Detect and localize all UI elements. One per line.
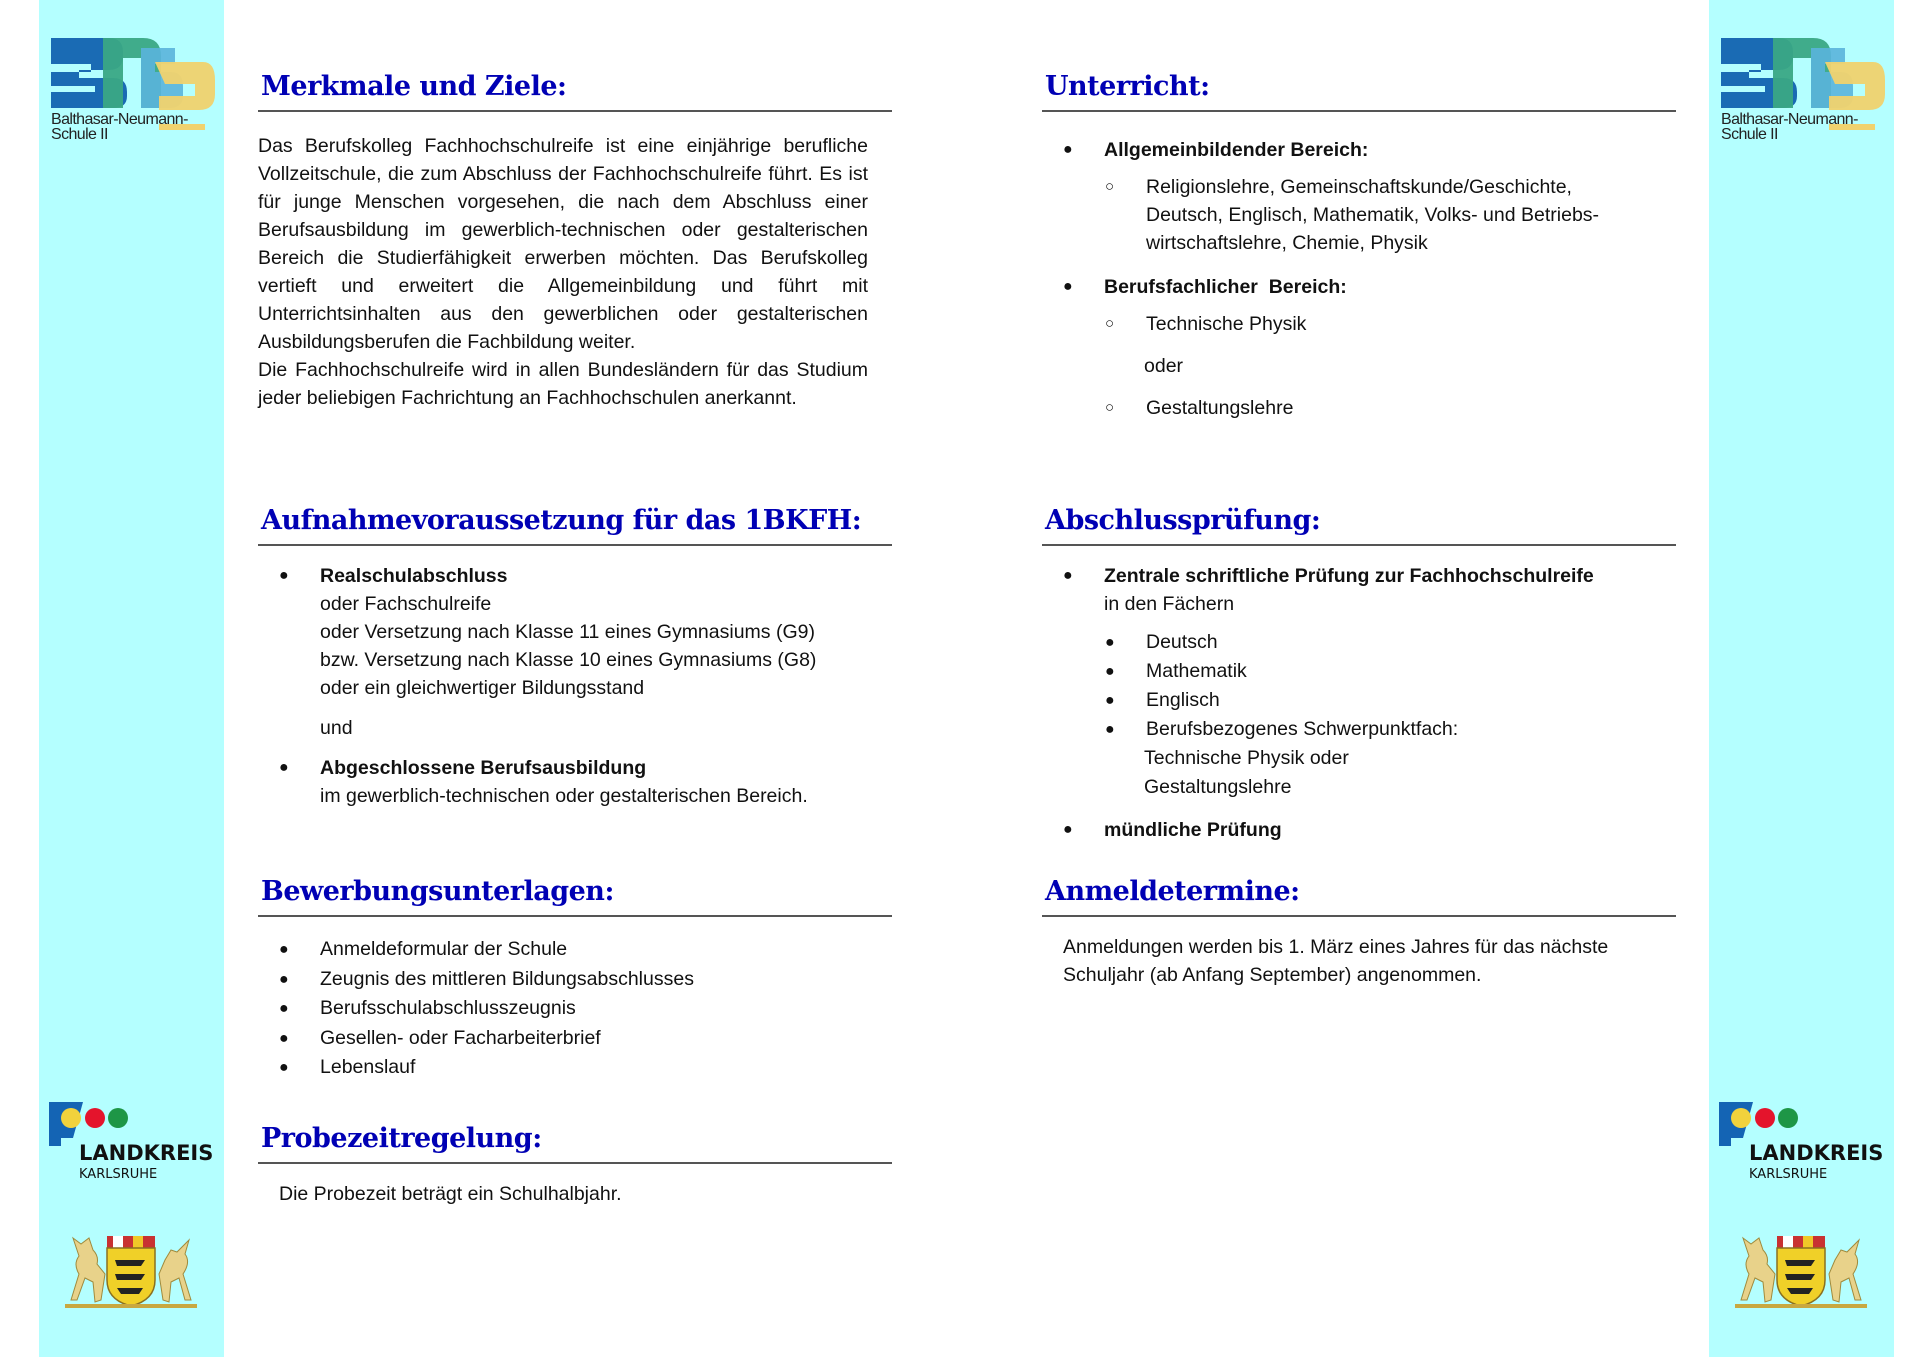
text-line: Anmeldungen werden bis 1. März eines Jahres für das nächste <box>1063 936 1609 958</box>
school-logo-icon <box>51 38 215 142</box>
section-anmelde <box>1042 875 1676 989</box>
item-line: oder Fachschulreife <box>320 593 492 615</box>
svg-text:Balthasar-Neumann-: Balthasar-Neumann- <box>51 111 188 128</box>
item-line: Technische Physik oder <box>1144 747 1349 769</box>
list-item <box>258 965 892 995</box>
sub-list-item <box>1042 715 1676 744</box>
bullet-icon: ● <box>1105 692 1115 709</box>
bullet-icon: ● <box>279 970 289 988</box>
section-unterricht <box>1042 70 1676 422</box>
probezeit-text: Die Probezeit beträgt ein Schulhalbjahr. <box>279 1183 622 1205</box>
text-line: Schuljahr (ab Anfang September) angenommen. <box>1063 964 1482 986</box>
item-text: Englisch <box>1146 689 1220 711</box>
school-logo-icon <box>1721 38 1885 142</box>
section-title: Probezeitregelung: <box>261 1123 542 1154</box>
sub-list-item <box>1042 686 1676 715</box>
sub-list-item <box>1042 657 1676 686</box>
item-line: oder ein gleichwertiger Bildungsstand <box>320 677 645 699</box>
svg-text:Schule II: Schule II <box>51 126 108 142</box>
item-title: Abgeschlossene Berufsausbildung <box>320 757 647 779</box>
list-item <box>258 935 892 965</box>
item-line: wirtschaftslehre, Chemie, Physik <box>1146 232 1428 254</box>
item-text: Mathematik <box>1146 660 1247 682</box>
bullet-icon: ● <box>1063 141 1073 158</box>
section-divider <box>1042 544 1676 546</box>
district-logo-icon <box>45 1098 223 1188</box>
item-line: Deutsch, Englisch, Mathematik, Volks- und Betriebs- <box>1146 204 1600 226</box>
circle-bullet-icon: ○ <box>1105 315 1115 332</box>
item-text: Lebenslauf <box>320 1056 416 1078</box>
item-line: in den Fächern <box>1104 593 1235 615</box>
bullet-icon: ● <box>279 567 289 584</box>
section-bewerbung <box>258 875 892 1083</box>
section-title: Abschlussprüfung: <box>1045 505 1321 536</box>
bullet-icon: ● <box>279 1000 289 1017</box>
circle-bullet-icon: ○ <box>1105 399 1115 416</box>
item-line: oder Versetzung nach Klasse 11 eines Gymnasiums (G9) <box>320 621 815 643</box>
sub-list-item <box>1042 173 1676 257</box>
bullet-icon: ● <box>1063 278 1073 295</box>
item-line: Religionslehre, Gemeinschaftskunde/Geschichte, <box>1146 176 1572 198</box>
section-title: Anmeldetermine: <box>1045 876 1300 907</box>
sub-list-item <box>1042 310 1676 338</box>
svg-text:LANDKREIS: LANDKREIS <box>1749 1141 1884 1165</box>
list-item <box>258 754 892 810</box>
section-divider <box>258 915 892 917</box>
list-item <box>258 1024 892 1054</box>
list-item <box>258 1053 892 1083</box>
sub-list-item <box>1042 394 1676 422</box>
bullet-icon: ● <box>1105 634 1115 651</box>
left-sidebar <box>39 0 224 1357</box>
merkmale-text <box>258 132 892 412</box>
section-abschluss <box>1042 504 1676 844</box>
section-title: Bewerbungsunterlagen: <box>261 876 614 907</box>
state-emblem-icon <box>59 1230 203 1310</box>
district-logo-icon <box>1715 1098 1893 1188</box>
list-item <box>1042 273 1676 301</box>
state-emblem-icon <box>1729 1230 1873 1310</box>
bullet-icon: ● <box>279 1059 289 1076</box>
abschluss-list <box>1042 562 1676 844</box>
section-divider <box>258 1162 892 1164</box>
bullet-icon: ● <box>279 941 289 958</box>
paragraph: Die Fachhochschulreife wird in allen Bundesländern für das Studium jeder beliebigen Fachrichtung an Fachhochschulen anerkannt. <box>258 359 868 409</box>
circle-bullet-icon: ○ <box>1105 178 1115 195</box>
aufnahme-list <box>258 562 892 810</box>
section-divider <box>258 544 892 546</box>
svg-text:Schule II: Schule II <box>1721 126 1778 142</box>
item-line: Gestaltungslehre <box>1144 776 1292 798</box>
sub-list-item <box>1042 628 1676 657</box>
item-text: Zeugnis des mittleren Bildungsabschlusses <box>320 967 694 990</box>
section-probezeit <box>258 1122 892 1208</box>
item-line: im gewerblich-technischen oder gestalterischen Bereich. <box>320 785 808 807</box>
item-line: bzw. Versetzung nach Klasse 10 eines Gymnasiums (G8) <box>320 649 817 671</box>
section-aufnahme <box>258 504 892 810</box>
list-item <box>1042 816 1676 844</box>
list-item <box>258 562 892 702</box>
item-text: Gesellen- oder Facharbeiterbrief <box>320 1026 601 1049</box>
bullet-icon: ● <box>279 759 289 776</box>
item-title: Zentrale schriftliche Prüfung zur Fachhochschulreife <box>1104 565 1594 587</box>
anmelde-text <box>1042 933 1676 989</box>
bullet-icon: ● <box>1063 821 1073 838</box>
item-title: Realschulabschluss <box>320 565 508 587</box>
section-title: Unterricht: <box>1045 71 1210 102</box>
section-merkmale <box>258 70 892 412</box>
item-text: Gestaltungslehre <box>1146 397 1294 419</box>
section-title: Merkmale und Ziele: <box>261 71 567 102</box>
item-text: Technische Physik <box>1146 313 1307 335</box>
item-title: Berufsfachlicher Bereich: <box>1104 276 1347 298</box>
svg-text:Balthasar-Neumann-: Balthasar-Neumann- <box>1721 111 1858 128</box>
item-text: Berufsbezogenes Schwerpunktfach: <box>1146 718 1459 740</box>
item-title: Allgemeinbildender Bereich: <box>1104 139 1369 161</box>
section-divider <box>1042 110 1676 112</box>
list-item <box>1042 562 1676 618</box>
right-sidebar <box>1709 0 1894 1357</box>
subject-list <box>1042 628 1676 802</box>
section-divider <box>258 110 892 112</box>
section-divider <box>1042 915 1676 917</box>
connector-text: und <box>320 717 353 739</box>
connector-text: oder <box>1144 355 1184 377</box>
bullet-icon: ● <box>1105 663 1115 680</box>
section-title: Aufnahmevoraussetzung für das 1BKFH: <box>261 505 862 536</box>
list-item <box>258 994 892 1024</box>
paragraph: Das Berufskolleg Fachhochschulreife ist eine einjährige berufliche Vollzeitschule, die zum Abschluss der Fachhochschulreife führt. Es ist für junge Menschen vorgesehen, die nach dem Abschluss einer Berufsausbildung im gewerblich-technischen oder gestalterischen Bereich die Studierfähigkeit erwerben möchten. Das Berufskolleg vertieft und erweitert die Allgemeinbildung und führt mit Unterrichtsinhalten aus den gewerblichen oder gestalterischen Ausbildungsberufen die Fachbildung weiter. <box>258 135 868 353</box>
bewerbung-list <box>258 935 892 1083</box>
item-title: mündliche Prüfung <box>1104 819 1282 841</box>
svg-text:KARLSRUHE: KARLSRUHE <box>1749 1167 1828 1182</box>
svg-text:LANDKREIS: LANDKREIS <box>79 1141 214 1165</box>
unterricht-list <box>1042 136 1676 422</box>
bullet-icon: ● <box>1063 567 1073 584</box>
item-text: Anmeldeformular der Schule <box>320 938 568 960</box>
svg-text:KARLSRUHE: KARLSRUHE <box>79 1167 158 1182</box>
bullet-icon: ● <box>279 1029 289 1047</box>
item-text: Berufsschulabschlusszeugnis <box>320 997 576 1019</box>
bullet-icon: ● <box>1105 721 1115 738</box>
item-text: Deutsch <box>1146 631 1218 653</box>
list-item <box>1042 136 1676 164</box>
